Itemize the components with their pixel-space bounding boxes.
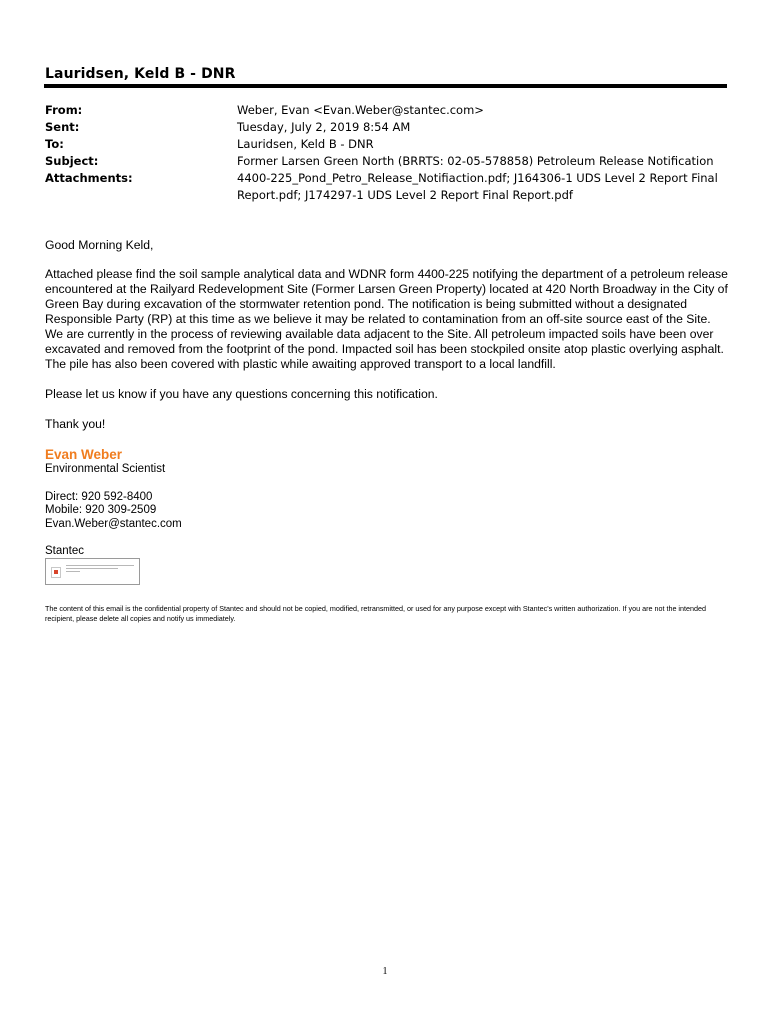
body-paragraph-2: Please let us know if you have any questions concerning this notification. — [45, 387, 438, 401]
to-label: To: — [45, 137, 64, 151]
header-row-to — [45, 136, 735, 153]
signature-title: Environmental Scientist — [45, 463, 166, 475]
signature-spacer — [45, 531, 730, 545]
email-body — [45, 238, 730, 559]
signature-image-placeholder — [45, 558, 140, 585]
signature-mobile-phone: Mobile: 920 309-2509 — [45, 504, 157, 516]
subject-value: Former Larsen Green North (BRRTS: 02-05-578858) Petroleum Release Notification — [237, 154, 714, 168]
subject-label: Subject: — [45, 154, 99, 168]
header-row-subject — [45, 153, 735, 170]
greeting: Good Morning Keld, — [45, 238, 154, 252]
closing: Thank you! — [45, 417, 106, 431]
signature-company: Stantec — [45, 545, 84, 557]
email-header — [45, 102, 735, 204]
confidentiality-disclaimer: The content of this email is the confidential property of Stantec and should not be copied, modified, retransmitted, or used for any purpose except with Stantec's written authorization. If you are not the intended recipient, please delete all copies and notify us immediately. — [45, 604, 707, 623]
attachments-value: 4400-225_Pond_Petro_Release_Notifiaction.pdf; J164306-1 UDS Level 2 Report Final Report.pdf; J174297-1 UDS Level 2 Report Final Report.pdf — [237, 171, 718, 202]
from-value: Weber, Evan <Evan.Weber@stantec.com> — [237, 103, 484, 117]
signature-direct-phone: Direct: 920 592-8400 — [45, 490, 153, 503]
sent-value: Tuesday, July 2, 2019 8:54 AM — [237, 120, 411, 134]
signature-spacer — [45, 477, 730, 491]
title-divider — [44, 84, 727, 88]
broken-image-icon — [51, 567, 61, 578]
attachments-label: Attachments: — [45, 171, 133, 185]
page-title: Lauridsen, Keld B - DNR — [45, 66, 236, 82]
body-paragraph-1: Attached please find the soil sample analytical data and WDNR form 4400-225 notifying the department of a petroleum release encountered at the Railyard Redevelopment Site (Former Larsen Green Property) located at 420 North Broadway in the City of Green Bay during excavation of the stormwater retention pond. The notification is being submitted without a designated Responsible Party (RP) at this time as we believe it may be related to contamination from an off-site source east of the Site. We are currently in the process of reviewing available data adjacent to the Site. All petroleum impacted soils have been over excavated and removed from the footprint of the pond. Impacted soil has been stockpiled onsite atop plastic overlying asphalt. The pile has also been covered with plastic while awaiting approved transport to a local landfill. — [45, 267, 728, 371]
header-row-attachments — [45, 170, 735, 204]
sent-label: Sent: — [45, 120, 80, 134]
header-row-from — [45, 102, 735, 119]
signature-name: Evan Weber — [45, 447, 123, 462]
signature-email: Evan.Weber@stantec.com — [45, 517, 182, 530]
to-value: Lauridsen, Keld B - DNR — [237, 137, 374, 151]
page-number: 1 — [382, 966, 388, 977]
from-label: From: — [45, 103, 83, 117]
image-alt-text-lines — [66, 565, 134, 574]
header-row-sent — [45, 119, 735, 136]
